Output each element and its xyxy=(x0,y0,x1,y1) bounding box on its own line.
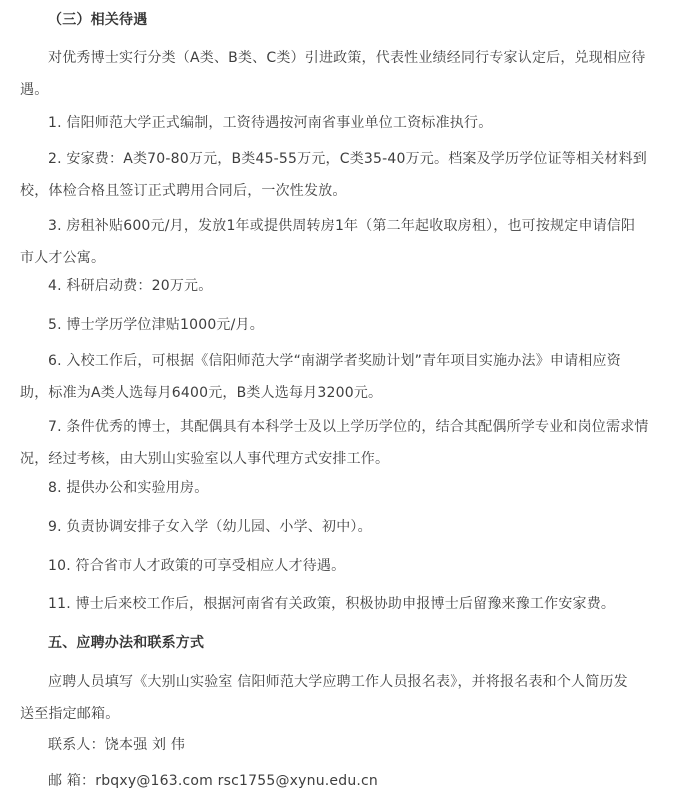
item-9: 9. 负责协调安排子女入学（幼儿园、小学、初中）。 xyxy=(48,519,372,535)
item-5: 5. 博士学历学位津贴1000元/月。 xyxy=(48,317,264,333)
section3-intro xyxy=(20,42,662,106)
item-1: 1. 信阳师范大学正式编制，工资待遇按河南省事业单位工资标准执行。 xyxy=(48,115,493,131)
section5-apply xyxy=(20,666,662,730)
item-2-line1: 2. 安家费：A类70-80万元，B类45-55万元，C类35-40万元。档案及学历学位证等相关材料到 xyxy=(48,151,648,167)
item-6-line1: 6. 入校工作后，可根据《信阳师范大学“南湖学者奖励计划”青年项目实施办法》申请相应资 xyxy=(48,353,621,369)
item-2-line2: 校，体检合格且签订正式聘用合同后，一次性发放。 xyxy=(20,183,347,199)
section5-apply-line1: 应聘人员填写《大别山实验室 信阳师范大学应聘工作人员报名表》，并将报名表和个人简历发 xyxy=(48,674,628,690)
item-3-line2: 市人才公寓。 xyxy=(20,250,106,266)
item-3-line1: 3. 房租补贴600元/月，发放1年或提供周转房1年（第二年起收取房租），也可按规定申请信阳 xyxy=(48,218,636,234)
item-6 xyxy=(20,345,662,409)
section3-intro-line2: 遇。 xyxy=(20,82,49,98)
item-7-line1: 7. 条件优秀的博士，其配偶具有本科学士及以上学历学位的，结合其配偶所学专业和岗位需求情 xyxy=(48,419,649,435)
item-10: 10. 符合省市人才政策的可享受相应人才待遇。 xyxy=(48,558,346,574)
section5-heading: 五、应聘办法和联系方式 xyxy=(48,635,205,651)
item-3 xyxy=(20,210,662,274)
item-11: 11. 博士后来校工作后，根据河南省有关政策，积极协助申报博士后留豫来豫工作安家费。 xyxy=(48,596,616,612)
item-2 xyxy=(20,143,662,207)
item-7-line2: 况，经过考核，由大别山实验室以人事代理方式安排工作。 xyxy=(20,451,390,467)
section3-heading: （三）相关待遇 xyxy=(48,12,148,28)
item-8: 8. 提供办公和实验用房。 xyxy=(48,480,209,496)
item-7 xyxy=(20,411,662,475)
section3-intro-line1: 对优秀博士实行分类（A类、B类、C类）引进政策，代表性业绩经同行专家认定后，兑现相应待 xyxy=(48,50,646,66)
contact-email: 邮 箱：rbqxy@163.com rsc1755@xynu.edu.cn xyxy=(48,773,379,789)
section5-apply-line2: 送至指定邮箱。 xyxy=(20,706,120,722)
item-6-line2: 助，标准为A类人选每月6400元，B类人选每月3200元。 xyxy=(20,385,383,401)
item-4: 4. 科研启动费：20万元。 xyxy=(48,278,213,294)
contact-persons: 联系人：饶本强 刘 伟 xyxy=(48,737,186,753)
